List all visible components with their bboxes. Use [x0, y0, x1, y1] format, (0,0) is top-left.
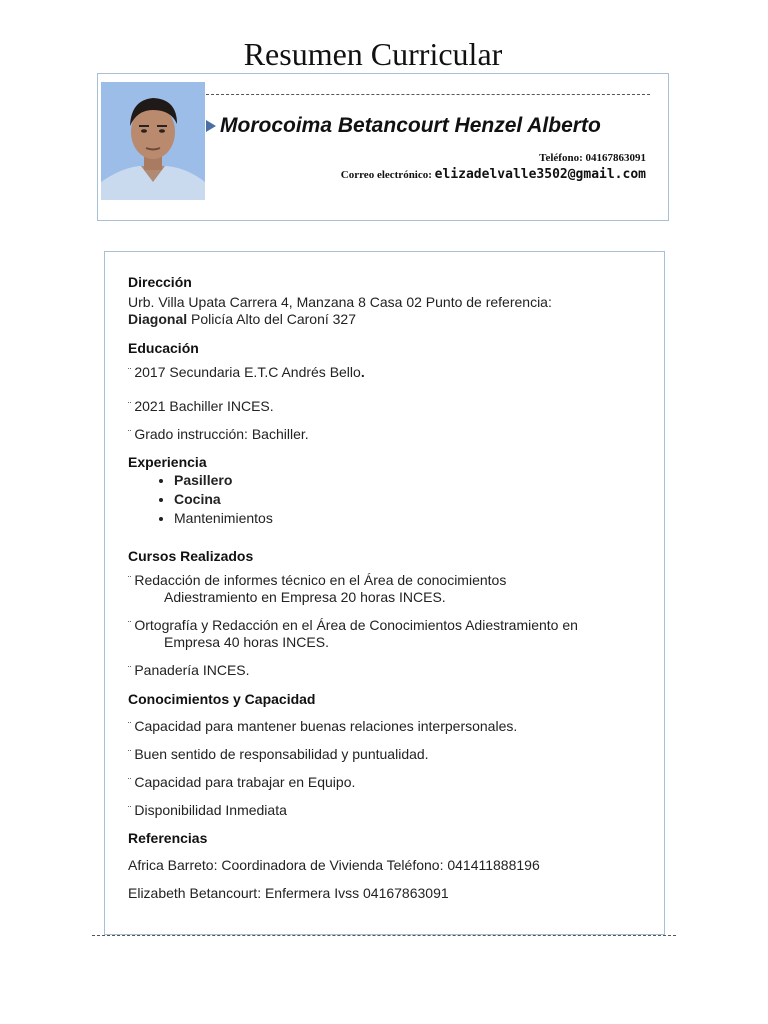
section-heading-experiencia: Experiencia — [128, 454, 207, 470]
bullet-mark: ¨ — [128, 620, 132, 631]
email-value: elizadelvalle3502@gmail.com — [434, 167, 646, 182]
address-bold: Diagonal — [128, 311, 188, 327]
bullet-mark: ¨ — [128, 721, 132, 732]
bullet-mark: ¨ — [128, 805, 132, 816]
bullet-mark: ¨ — [128, 429, 132, 440]
header-box — [97, 73, 669, 221]
education-item — [128, 364, 641, 381]
skill-item — [128, 774, 641, 791]
section-heading-conocimientos: Conocimientos y Capacidad — [128, 691, 316, 707]
skill-text: Disponibilidad Inmediata — [134, 802, 287, 818]
list-item: • Pasillero — [174, 471, 641, 490]
skill-text: Capacidad para mantener buenas relaciones interpersonales. — [134, 718, 518, 734]
bullet-mark: ¨ — [128, 401, 132, 412]
address-line-1: Urb. Villa Upata Carrera 4, Manzana 8 Casa 02 Punto de referencia: — [128, 294, 552, 310]
section-heading-educacion: Educación — [128, 340, 199, 356]
reference-item: Elizabeth Betancourt: Enfermera Ivss 04167863091 — [128, 885, 449, 901]
education-item — [128, 426, 641, 443]
education-text: Grado instrucción: Bachiller. — [134, 426, 309, 442]
section-heading-direccion: Dirección — [128, 274, 192, 290]
footer-divider — [92, 935, 676, 936]
reference-item: Africa Barreto: Coordinadora de Vivienda Teléfono: 041411888196 — [128, 857, 540, 873]
course-text: Panadería INCES. — [134, 662, 250, 678]
name-row — [206, 114, 646, 138]
skill-text: Buen sentido de responsabilidad y puntualidad. — [134, 746, 429, 762]
resume-content — [128, 270, 641, 902]
list-item: • Cocina — [174, 490, 641, 509]
email-line — [341, 167, 646, 182]
bullet-mark: ¨ — [128, 749, 132, 760]
phone-label: Teléfono: — [539, 152, 583, 164]
header-divider — [206, 94, 650, 95]
bullet-mark: ¨ — [128, 367, 132, 378]
course-item-cont: Adiestramiento en Empresa 20 horas INCES. — [164, 589, 446, 605]
course-text: Ortografía y Redacción en el Área de Conocimientos Adiestramiento en — [134, 617, 578, 633]
address-line-2 — [128, 311, 641, 328]
course-item — [128, 617, 641, 634]
profile-photo — [101, 82, 205, 200]
skill-text: Capacidad para trabajar en Equipo. — [134, 774, 356, 790]
address-rest: Policía Alto del Caroní 327 — [187, 311, 357, 327]
phone-line — [539, 152, 646, 164]
email-label: Correo electrónico: — [340, 169, 432, 181]
education-tail: . — [360, 364, 365, 380]
skill-item — [128, 718, 641, 735]
course-text: Redacción de informes técnico en el Área de conocimientos — [134, 572, 507, 588]
section-heading-cursos: Cursos Realizados — [128, 548, 254, 564]
education-text: 2017 Secundaria E.T.C Andrés Bello — [134, 364, 361, 380]
skill-item — [128, 746, 641, 763]
course-item — [128, 662, 641, 679]
triangle-bullet-icon — [206, 120, 216, 132]
document-title: Resumen Curricular — [243, 36, 503, 72]
list-item: • Mantenimientos — [174, 509, 641, 528]
bullet-mark: ¨ — [128, 665, 132, 676]
bullet-mark: ¨ — [128, 575, 132, 586]
course-item-cont: Empresa 40 horas INCES. — [164, 634, 329, 650]
education-text: 2021 Bachiller INCES. — [134, 398, 274, 414]
phone-value: 04167863091 — [585, 152, 646, 164]
section-heading-referencias: Referencias — [128, 830, 208, 846]
course-item — [128, 572, 641, 589]
skill-item — [128, 802, 641, 819]
candidate-name: Morocoima Betancourt Henzel Alberto — [220, 114, 601, 137]
experience-list — [128, 471, 641, 528]
bullet-mark: ¨ — [128, 777, 132, 788]
education-item — [128, 398, 641, 415]
